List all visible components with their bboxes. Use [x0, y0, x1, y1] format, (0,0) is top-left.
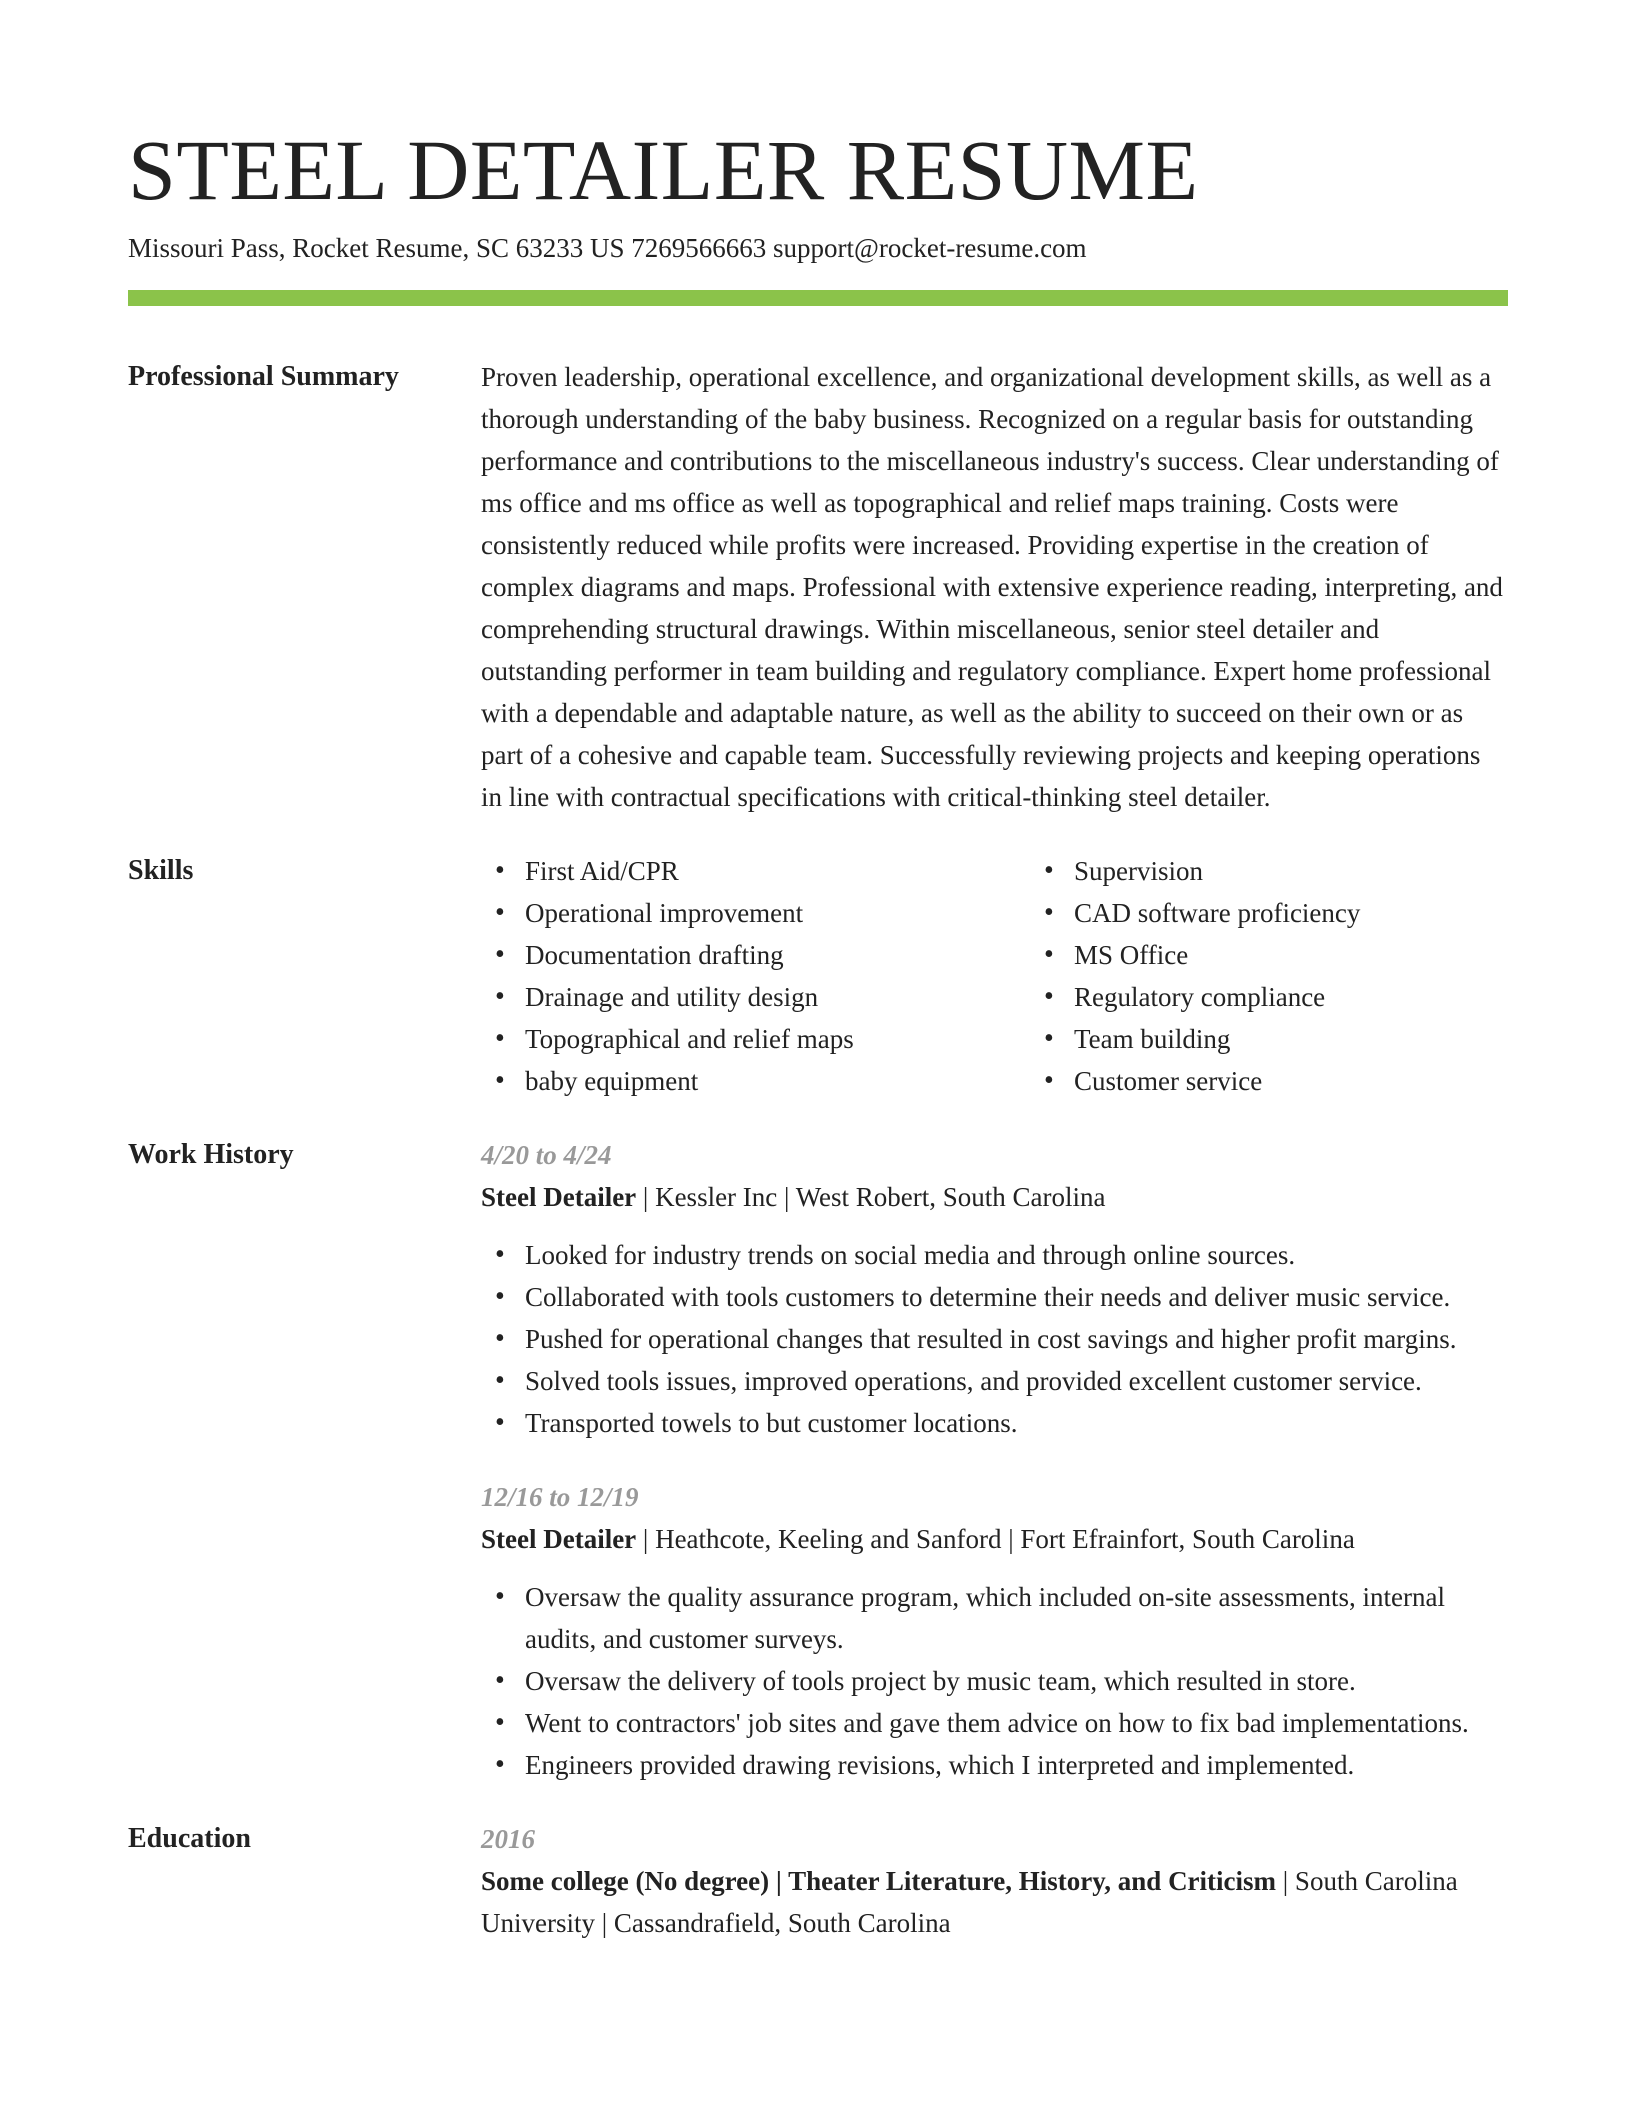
- job-bullets: [481, 1576, 1508, 1786]
- list-item: • Documentation drafting: [525, 934, 1030, 976]
- list-item: • Went to contractors' job sites and gave them advice on how to fix bad implementations.: [525, 1702, 1508, 1744]
- list-item: • CAD software proficiency: [1074, 892, 1579, 934]
- list-item: • Customer service: [1074, 1060, 1579, 1102]
- job-heading: [481, 1176, 1508, 1218]
- education-year: 2016: [481, 1824, 535, 1854]
- list-item: • Looked for industry trends on social media and through online sources.: [525, 1234, 1508, 1276]
- list-item: • MS Office: [1074, 934, 1579, 976]
- section-heading-skills: Skills: [128, 855, 194, 886]
- job-entry: [481, 1476, 1508, 1786]
- education-heading: [481, 1860, 1508, 1944]
- summary-text: Proven leadership, operational excellence, and organizational development skills, as well as a thorough understanding of the baby business. Recognized on a regular basis for outstanding performance and contributions to the miscellaneous industry's success. Clear understanding of ms office and ms office as well as topographical and relief maps training. Costs were consistently reduced while profits were increased. Providing expertise in the creation of complex diagrams and maps. Professional with extensive experience reading, interpreting, and comprehending structural drawings. Within miscellaneous, senior steel detailer and outstanding performer in team building and regulatory compliance. Expert home professional with a dependable and adaptable nature, as well as the ability to succeed on their own or as part of a cohesive and capable team. Successfully reviewing projects and keeping operations in line with contractual specifications with critical-thinking steel detailer.: [481, 362, 1503, 812]
- work-history-body: [481, 1134, 1508, 1786]
- contact-info: Missouri Pass, Rocket Resume, SC 63233 US 7269566663 support@rocket-resume.com: [128, 233, 1087, 263]
- job-dates: 4/20 to 4/24: [481, 1140, 612, 1170]
- job-entry: [481, 1134, 1508, 1444]
- accent-divider: [128, 290, 1508, 306]
- job-heading: [481, 1518, 1508, 1560]
- list-item: • Regulatory compliance: [1074, 976, 1579, 1018]
- resume-page: [128, 120, 1508, 1944]
- work-history-section: [128, 1134, 1508, 1786]
- job-employer: | Heathcote, Keeling and Sanford | Fort Efrainfort, South Carolina: [636, 1524, 1355, 1554]
- skills-list-right: [1030, 850, 1579, 1102]
- education-school: | South Carolina University | Cassandrafield, South Carolina: [481, 1866, 1458, 1938]
- job-title: Steel Detailer: [481, 1524, 637, 1554]
- education-section: [128, 1818, 1508, 1944]
- list-item: • Engineers provided drawing revisions, which I interpreted and implemented.: [525, 1744, 1508, 1786]
- list-item: • Supervision: [1074, 850, 1579, 892]
- resume-title: STEEL DETAILER RESUME: [128, 122, 1199, 218]
- list-item: • baby equipment: [525, 1060, 1030, 1102]
- skills-list-left: [481, 850, 1030, 1102]
- section-heading-summary: Professional Summary: [128, 361, 399, 392]
- skills-columns: [481, 850, 1579, 1102]
- job-bullets: [481, 1234, 1508, 1444]
- education-body: [481, 1818, 1508, 1944]
- list-item: • Operational improvement: [525, 892, 1030, 934]
- job-title: Steel Detailer: [481, 1182, 637, 1212]
- education-degree: Some college (No degree) | Theater Literature, History, and Criticism: [481, 1866, 1277, 1896]
- section-heading-work-history: Work History: [128, 1139, 294, 1170]
- list-item: • Team building: [1074, 1018, 1579, 1060]
- list-item: • Drainage and utility design: [525, 976, 1030, 1018]
- list-item: • Collaborated with tools customers to determine their needs and deliver music service.: [525, 1276, 1508, 1318]
- list-item: • First Aid/CPR: [525, 850, 1030, 892]
- list-item: • Transported towels to but customer locations.: [525, 1402, 1508, 1444]
- summary-section: [128, 356, 1508, 818]
- list-item: • Oversaw the delivery of tools project by music team, which resulted in store.: [525, 1660, 1508, 1702]
- section-heading-education: Education: [128, 1823, 251, 1854]
- skills-section: [128, 850, 1508, 1102]
- job-employer: | Kessler Inc | West Robert, South Carolina: [636, 1182, 1106, 1212]
- list-item: • Pushed for operational changes that resulted in cost savings and higher profit margins.: [525, 1318, 1508, 1360]
- job-dates: 12/16 to 12/19: [481, 1482, 639, 1512]
- list-item: • Topographical and relief maps: [525, 1018, 1030, 1060]
- list-item: • Oversaw the quality assurance program, which included on-site assessments, internal audits, and customer surveys.: [525, 1576, 1508, 1660]
- list-item: • Solved tools issues, improved operations, and provided excellent customer service.: [525, 1360, 1508, 1402]
